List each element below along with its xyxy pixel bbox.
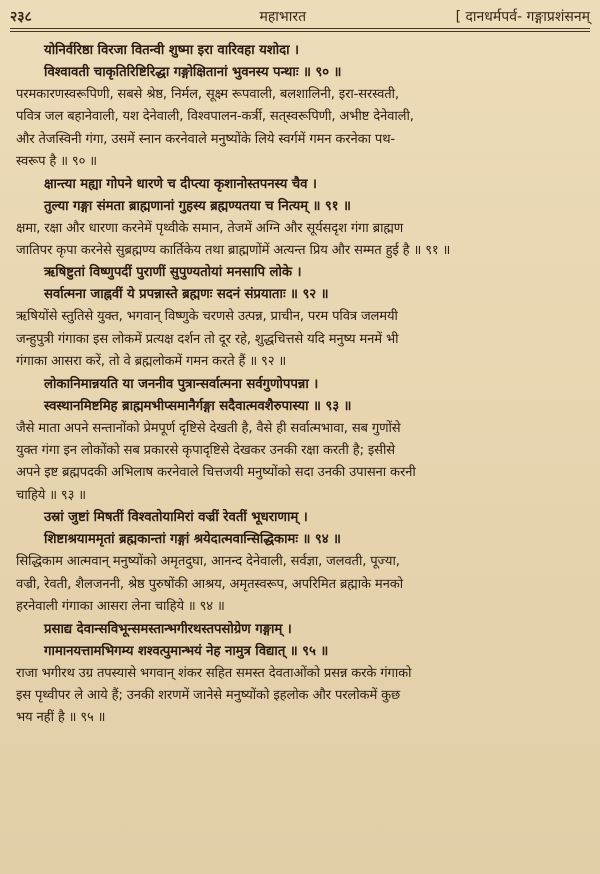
verse-block — [10, 174, 590, 263]
hindi-translation-line: हरनेवाली गंगाका आसरा लेना चाहिये ॥ ९४ ॥ — [16, 599, 225, 615]
sanskrit-verse-line: शिष्टाश्रयाममृतां ब्रह्मकान्तां गङ्गां श्रयेदात्मवान्सिद्धिकामः ॥ ९४ ॥ — [44, 532, 341, 548]
hindi-translation-line: चाहिये ॥ ९३ ॥ — [16, 487, 86, 503]
hindi-translation-line: अपने इष्ट ब्रह्मपदकी अभिलाष करनेवाले चित्तजयी मनुष्योंको सदा उनकी उपासना करनी — [16, 465, 416, 481]
book-title: महाभारत — [259, 9, 307, 25]
hindi-translation-line: परमकारणस्वरूपिणी, सबसे श्रेष्ठ, निर्मल, सूक्ष्म रूपवाली, बलशालिनी, इरा-सरस्वती, — [16, 87, 399, 102]
hindi-translation-line: क्षमा, रक्षा और धारणा करनेमें पृथ्वीके समान, तेजमें अग्नि और सूर्यसदृश गंगा ब्राह्मण — [16, 220, 404, 236]
page-header — [10, 6, 590, 28]
hindi-translation-line: राजा भगीरथ उग्र तपस्यासे भगवान् शंकर सहित समस्त देवताओंको प्रसन्न करके गंगाको — [16, 665, 412, 681]
sanskrit-verse-line: स्वस्थानमिष्टमिह ब्राह्ममभीप्समानैर्गङ्गा सदैवात्मवशैरुपास्या ॥ ९३ ॥ — [44, 398, 352, 414]
sanskrit-verse-line: विश्वावती चाकृतिरिष्टिरिद्धा गङ्गोक्षितानां भुवनस्य पन्थाः ॥ ९० ॥ — [44, 65, 342, 80]
verse-block — [10, 374, 590, 508]
section-title: [ दानधर्मपर्व- गङ्गाप्रशंसनम् — [455, 9, 590, 25]
page-number: २३८ — [10, 9, 32, 25]
page-content — [10, 40, 590, 730]
hindi-translation-line: भय नहीं है ॥ ९५ ॥ — [16, 710, 106, 726]
hindi-translation-line: इस पृथ्वीपर ले आये हैं; उनकी शरणमें जानेसे मनुष्योंको इहलोक और परलोकमें कुछ — [16, 687, 401, 703]
sanskrit-verse-line: प्रसाद्य देवान्सविभून्समस्तान्भगीरथस्तपसोग्रेण गङ्गाम् । — [44, 621, 292, 637]
hindi-translation-line: जन्हुपुत्री गंगाका इस लोकमें प्रत्यक्ष दर्शन तो दूर रहे, शुद्धचित्तसे यदि मनुष्य मनमें भी — [16, 331, 399, 347]
hindi-translation-line: स्वरूप है ॥ ९० ॥ — [16, 154, 97, 170]
sanskrit-verse-line: क्षान्त्या मह्या गोपने धारणे च दीप्त्या कृशानोस्तपनस्य चैव । — [44, 176, 317, 192]
hindi-translation-line: युक्त गंगा इन लोकोंको सब प्रकारसे कृपादृष्टिसे देखकर उनकी रक्षा करती है; इसीसे — [16, 443, 395, 459]
hindi-translation-line: वज्री, रेवती, शैलजननी, श्रेष्ठ पुरुषोंकी आश्रय, अमृतस्वरूप, अपरिमित ब्रह्माके मनको — [16, 576, 403, 592]
hindi-translation-line: पवित्र जल बहानेवाली, यश देनेवाली, विश्वपालन-कर्त्री, सत्‌स्वरूपिणी, अभीष्ट देनेवाली, — [16, 109, 414, 125]
hindi-translation-line: गंगाका आसरा करें, तो वे ब्रह्मलोकमें गमन करते हैं ॥ ९२ ॥ — [16, 354, 287, 370]
verse-block — [10, 40, 590, 174]
hindi-translation-line: सिद्धिकाम आत्मवान् मनुष्योंको अमृतदुघा, आनन्द देनेवाली, सर्वज्ञा, जलवती, पूज्या, — [16, 554, 400, 570]
hindi-translation-line: जैसे माता अपने सन्तानोंको प्रेमपूर्ण दृष्टिसे देखती है, वैसे ही सर्वात्मभावा, सब गुणोंसे — [16, 420, 401, 436]
sanskrit-verse-line: उस्रां जुष्टां मिषतीं विश्वतोयामिरां वज्रीं रेवतीं भूधराणाम् । — [44, 510, 308, 526]
sanskrit-verse-line: गामानयत्तामभिगम्य शश्वत्पुमान्भयं नेह नामुत्र विद्यात् ॥ ९५ ॥ — [44, 643, 329, 659]
verse-block — [10, 619, 590, 730]
sanskrit-verse-line: ऋषिष्टुतां विष्णुपदीं पुराणीं सुपुण्यतोयां मनसापि लोके । — [44, 265, 302, 281]
sanskrit-verse-line: सर्वात्मना जाह्नवीं ये प्रपन्नास्ते ब्रह्मणः सदनं संप्रयाताः ॥ ९२ ॥ — [44, 287, 329, 303]
verse-block — [10, 507, 590, 618]
verse-block — [10, 262, 590, 373]
hindi-translation-line: ऋषियोंसे स्तुतिसे युक्त, भगवान् विष्णुके चरणसे उत्पन्न, प्राचीन, परम पवित्र जलमयी — [16, 309, 398, 325]
sanskrit-verse-line: लोकानिमान्नयति या जननीव पुत्रान्सर्वात्मना सर्वगुणोपपन्ना । — [44, 376, 319, 392]
sanskrit-verse-line: तुल्या गङ्गा संमता ब्राह्मणानां गुहस्य ब्रह्मण्यतया च नित्यम् ॥ ९१ ॥ — [44, 198, 351, 214]
hindi-translation-line: जातिपर कृपा करनेसे सुब्रह्मण्य कार्तिकेय तथा ब्राह्मणोंमें अत्यन्त प्रिय और सम्मत हुई है ॥ ९१ ॥ — [16, 243, 451, 259]
sanskrit-verse-line: योनिर्वरिष्ठा विरजा वितन्वी शुष्मा इरा वारिवहा यशोदा । — [44, 43, 299, 58]
hindi-translation-line: और तेजस्विनी गंगा, उसमें स्नान करनेवाले मनुष्योंके लिये स्वर्गमें गमन करनेका पथ- — [16, 131, 395, 147]
header-rule — [10, 28, 590, 29]
header-rule-thin — [10, 31, 590, 32]
